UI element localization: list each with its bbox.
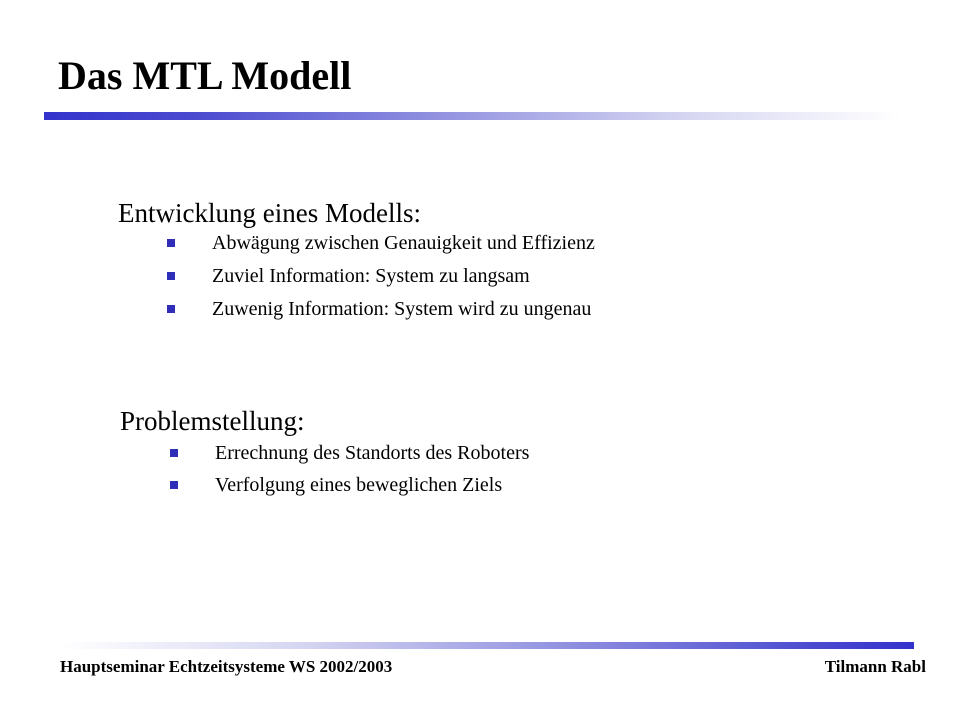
slide-title: Das MTL Modell <box>58 53 352 98</box>
bullet-list <box>167 231 595 330</box>
bullet-text: Errechnung des Standorts des Roboters <box>215 442 530 464</box>
section-heading: Problemstellung: <box>120 406 305 436</box>
list-item <box>167 231 595 264</box>
square-bullet-icon <box>170 449 178 457</box>
bullet-text: Zuwenig Information: System wird zu ungenau <box>212 298 592 320</box>
section-model-development <box>118 196 595 330</box>
section-heading: Entwicklung eines Modells: <box>118 198 421 228</box>
list-item <box>170 473 503 505</box>
footer-author: Tilmann Rabl <box>824 657 926 676</box>
bullet-text: Verfolgung eines beweglichen Ziels <box>215 474 503 496</box>
bullet-list <box>170 441 530 505</box>
footer-course: Hauptseminar Echtzeitsysteme WS 2002/2003 <box>60 657 393 676</box>
bullet-text: Abwägung zwischen Genauigkeit und Effizienz <box>212 232 595 254</box>
bullet-text: Zuviel Information: System zu langsam <box>212 265 530 287</box>
footer-divider <box>60 642 914 649</box>
square-bullet-icon <box>167 305 175 313</box>
list-item <box>167 297 592 330</box>
square-bullet-icon <box>170 481 178 489</box>
title-divider <box>44 112 900 120</box>
square-bullet-icon <box>167 272 175 280</box>
list-item <box>170 441 530 473</box>
list-item <box>167 264 530 297</box>
section-problem-statement <box>120 404 530 505</box>
square-bullet-icon <box>167 239 175 247</box>
